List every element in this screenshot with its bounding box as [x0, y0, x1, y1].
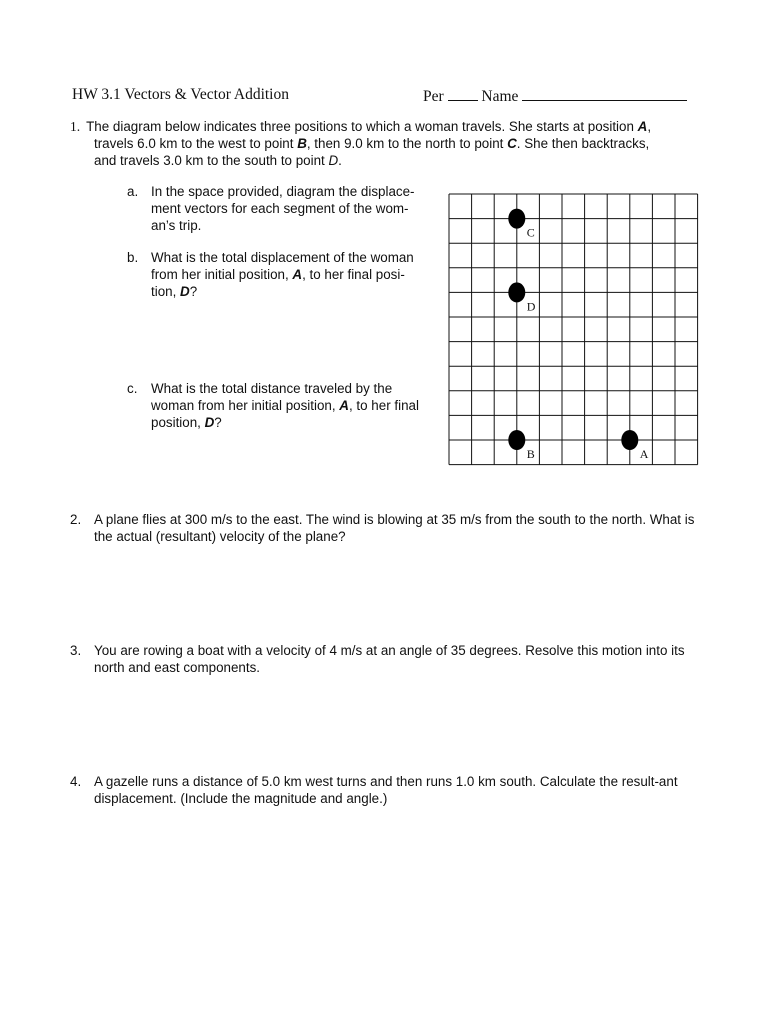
- q1-text: .: [338, 153, 342, 168]
- question-text: A gazelle runs a distance of 5.0 km west turns and then runs 1.0 km south. Calculate the result-ant displacement. (Include the magnitude and angle.): [94, 774, 678, 806]
- point-b-marker: [508, 430, 525, 450]
- q1c-text: ?: [214, 415, 222, 430]
- point-a-marker: [621, 430, 638, 450]
- point-a-label: A: [639, 447, 649, 461]
- q1b-text: , to her final posi-tion,: [151, 267, 405, 299]
- q1-point-b: B: [297, 136, 307, 151]
- question-text: You are rowing a boat with a velocity of 4 m/s at an angle of 35 degrees. Resolve this motion into its north and east components.: [94, 643, 685, 675]
- q1b-text: What is the total displacement of the woman from her initial position,: [151, 250, 414, 282]
- q1-text: and travels 3.0 km to the south to point: [94, 153, 329, 168]
- question-number: 3.: [70, 643, 82, 658]
- q1-point-d: D: [328, 153, 339, 168]
- q1c-point-d: D: [204, 415, 215, 430]
- q1c-text: , to her final position,: [151, 398, 419, 430]
- point-c-marker: [508, 209, 525, 229]
- q1b-point-d: D: [180, 284, 190, 299]
- subquestion-text: In the space provided, diagram the displace-ment vectors for each segment of the wom-an’s trip.: [151, 184, 415, 233]
- q1-text: , then 9.0 km to the north to point: [306, 136, 508, 151]
- question-number: 1.: [70, 119, 81, 134]
- per-label: Per: [423, 88, 444, 105]
- q1-text: The diagram below indicates three positions to which a woman travels. She starts at position: [86, 119, 638, 134]
- point-d-marker: [508, 282, 525, 302]
- q1c-text: What is the total distance traveled by the woman from her initial position,: [151, 381, 393, 413]
- point-b-label: B: [526, 447, 535, 461]
- question-2: [70, 511, 710, 545]
- q1-point-a: A: [637, 119, 648, 134]
- question-4: [70, 773, 710, 807]
- q1-point-c: C: [507, 136, 517, 151]
- q1c-point-a: A: [339, 398, 349, 413]
- question-3: [70, 642, 710, 676]
- q1b-text: ?: [189, 284, 198, 299]
- q1b-point-a: A: [292, 267, 303, 282]
- question-number: 2.: [70, 512, 82, 527]
- question-text: A plane flies at 300 m/s to the east. The wind is blowing at 35 m/s from the south to the north. What is the actual (resultant) velocity of the plane?: [94, 512, 695, 544]
- subquestion-label: a.: [127, 184, 139, 199]
- point-c-label: C: [526, 225, 535, 240]
- name-label: Name: [481, 88, 519, 105]
- subquestion-label: b.: [127, 250, 139, 265]
- worksheet-title: HW 3.1 Vectors & Vector Addition: [72, 86, 289, 103]
- q1-text: . She then backtracks,: [516, 136, 650, 151]
- question-number: 4.: [70, 774, 82, 789]
- q1-text-comma: ,: [647, 119, 652, 134]
- q1-text: travels 6.0 km to the west to point: [94, 136, 298, 151]
- subquestion-label: c.: [127, 381, 138, 396]
- point-d-label: D: [526, 299, 536, 314]
